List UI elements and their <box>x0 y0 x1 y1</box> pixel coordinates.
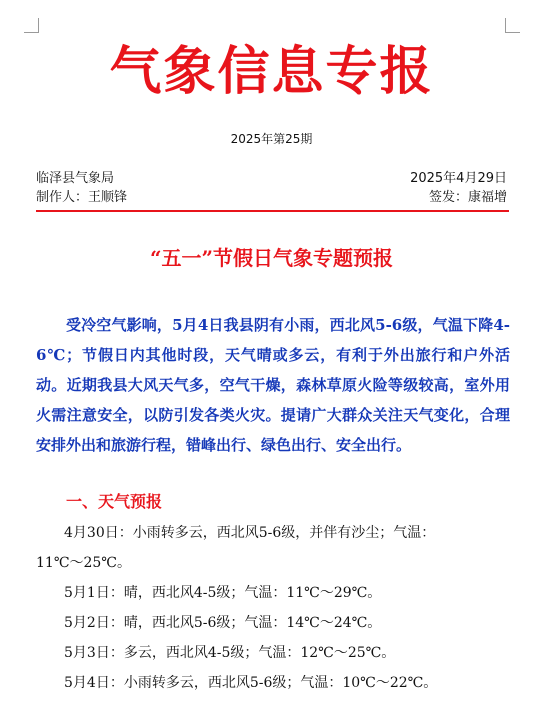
crop-mark-top-left <box>24 18 39 33</box>
forecast-item <box>36 638 510 668</box>
crop-mark-top-right <box>505 18 520 33</box>
forecast-text: 4月30日：小雨转多云，西北风5-6级，并伴有沙尘；气温： <box>64 525 436 541</box>
masthead-title: 气象信息专报 <box>109 41 434 102</box>
forecast-text: 5月4日：小雨转多云，西北风5-6级；气温：10℃～22℃。 <box>64 675 438 691</box>
forecast-text-continued: 11℃～25℃。 <box>36 555 131 571</box>
meta-row-2 <box>36 189 507 207</box>
signer: 签发：康福增 <box>428 190 507 205</box>
issue-date: 2025年4月29日 <box>410 171 507 186</box>
issue-number: 2025年第25期 <box>230 132 313 146</box>
meta-row-1 <box>36 170 507 188</box>
forecast-list <box>36 518 510 698</box>
forecast-text: 5月2日：晴，西北风5-6级；气温：14℃～24℃。 <box>64 615 382 631</box>
red-divider <box>36 210 509 212</box>
forecast-text: 5月3日：多云，西北风4-5级；气温：12℃～25℃。 <box>64 645 396 661</box>
forecast-item <box>36 608 510 638</box>
office-name: 临泽县气象局 <box>36 171 115 186</box>
intro-paragraph: 受冷空气影响，5月4日我县阴有小雨，西北风5-6级，气温下降4-6℃；节假日内其他时段，天气晴或多云，有利于外出旅行和户外活动。近期我县大风天气多，空气干燥，森林草原火险等级较高，室外用火需注意安全，以防引发各类火灾。提请广大群众关注天气变化，合理安排外出和旅游行程，错峰出行、绿色出行、安全出行。 <box>36 316 510 454</box>
report-subtitle: “五一”节假日气象专题预报 <box>149 246 393 270</box>
forecast-text: 5月1日：晴，西北风4-5级；气温：11℃～29℃。 <box>64 585 382 601</box>
section-heading-forecast: 一、天气预报 <box>66 492 163 511</box>
forecast-item <box>36 578 510 608</box>
author: 制作人：王顺锋 <box>36 190 128 205</box>
forecast-item <box>36 518 510 578</box>
forecast-item <box>36 668 510 698</box>
